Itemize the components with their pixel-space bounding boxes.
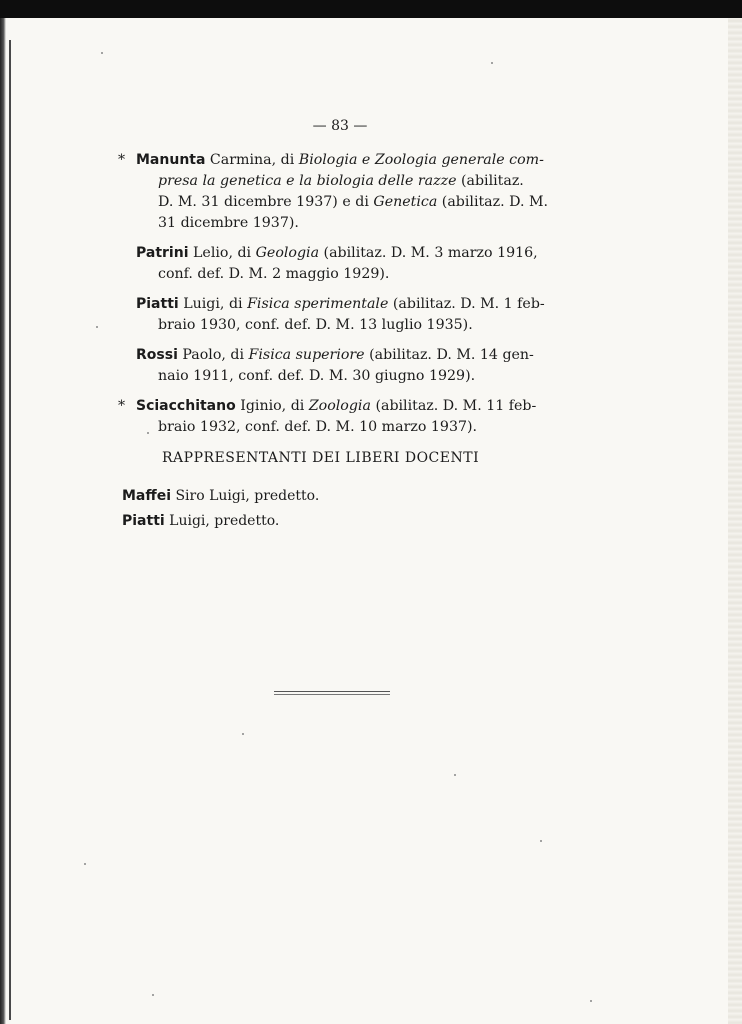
surname: Maffei bbox=[122, 488, 172, 504]
faculty-entry-list bbox=[118, 150, 549, 447]
entry-text: Paolo, di bbox=[177, 347, 249, 363]
surname: Piatti bbox=[136, 296, 179, 312]
subject: Fisica superiore bbox=[248, 347, 365, 363]
entry-text: (abilitaz. D. M. 14 gen- bbox=[364, 347, 534, 363]
entry-text: 31 dicembre 1937). bbox=[158, 215, 299, 231]
scan-top-border bbox=[0, 0, 742, 18]
entry-line bbox=[122, 213, 542, 234]
faculty-entry bbox=[122, 243, 542, 285]
entry-line bbox=[122, 417, 542, 438]
end-rule bbox=[274, 691, 390, 695]
entry-line bbox=[122, 345, 542, 366]
entry-text: Lelio, di bbox=[188, 245, 256, 261]
representative-item bbox=[122, 484, 319, 509]
scan-left-line bbox=[9, 40, 11, 1020]
subject: presa la genetica e la biologia delle razze bbox=[158, 173, 457, 189]
entry-line bbox=[122, 171, 542, 192]
entry-text: Luigi, di bbox=[178, 296, 248, 312]
surname: Sciacchitano bbox=[136, 398, 236, 414]
paper-speck bbox=[590, 1000, 592, 1002]
entry-text: conf. def. D. M. 2 maggio 1929). bbox=[158, 266, 390, 282]
page-number: — 83 — bbox=[312, 118, 368, 134]
entry-text: naio 1911, conf. def. D. M. 30 giugno 1929). bbox=[158, 368, 476, 384]
entry-text: D. M. 31 dicembre 1937) e di bbox=[158, 194, 374, 210]
representative-text: Luigi, predetto. bbox=[164, 513, 280, 529]
scan-right-border bbox=[728, 18, 742, 1024]
paper-speck bbox=[147, 432, 149, 434]
paper-speck bbox=[101, 52, 103, 54]
entry-line bbox=[122, 264, 542, 285]
faculty-entry bbox=[122, 345, 542, 387]
entry-text: (abilitaz. D. M. 11 feb- bbox=[370, 398, 537, 414]
subject: Fisica sperimentale bbox=[247, 296, 389, 312]
asterisk-marker: * bbox=[118, 398, 126, 414]
representatives-list bbox=[122, 484, 319, 534]
section-heading: RAPPRESENTANTI DEI LIBERI DOCENTI bbox=[162, 450, 480, 466]
paper-speck bbox=[454, 774, 456, 776]
faculty-entry bbox=[118, 150, 549, 234]
entry-line bbox=[122, 192, 549, 213]
paper-speck bbox=[491, 62, 493, 64]
paper-speck bbox=[152, 994, 154, 996]
entry-line bbox=[122, 396, 542, 417]
subject: Zoologia bbox=[308, 398, 371, 414]
paper-speck bbox=[84, 863, 86, 865]
entry-line bbox=[122, 315, 542, 336]
surname: Manunta bbox=[136, 152, 206, 168]
entry-text: Carmina, di bbox=[205, 152, 299, 168]
surname: Patrini bbox=[136, 245, 189, 261]
entry-text: braio 1930, conf. def. D. M. 13 luglio 1935). bbox=[158, 317, 473, 333]
surname: Rossi bbox=[136, 347, 178, 363]
entry-text: (abilitaz. bbox=[456, 173, 524, 189]
entry-text: Iginio, di bbox=[235, 398, 309, 414]
entry-line bbox=[122, 294, 545, 315]
paper-speck bbox=[242, 733, 244, 735]
subject: Biologia e Zoologia generale com- bbox=[298, 152, 544, 168]
paper-speck bbox=[540, 840, 542, 842]
paper-speck bbox=[96, 326, 98, 328]
entry-text: (abilitaz. D. M. bbox=[437, 194, 549, 210]
faculty-entry bbox=[122, 294, 545, 336]
faculty-entry bbox=[118, 396, 542, 438]
representative-item bbox=[122, 509, 319, 534]
surname: Piatti bbox=[122, 513, 165, 529]
entry-text: (abilitaz. D. M. 3 marzo 1916, bbox=[319, 245, 538, 261]
asterisk-marker: * bbox=[118, 152, 126, 168]
representative-text: Siro Luigi, predetto. bbox=[171, 488, 320, 504]
subject: Genetica bbox=[373, 194, 438, 210]
entry-line bbox=[122, 366, 542, 387]
entry-text: braio 1932, conf. def. D. M. 10 marzo 1937). bbox=[158, 419, 478, 435]
entry-text: (abilitaz. D. M. 1 feb- bbox=[388, 296, 545, 312]
scan-left-border bbox=[0, 18, 6, 1024]
entry-line bbox=[122, 150, 542, 171]
subject: Geologia bbox=[255, 245, 320, 261]
entry-line bbox=[122, 243, 542, 264]
